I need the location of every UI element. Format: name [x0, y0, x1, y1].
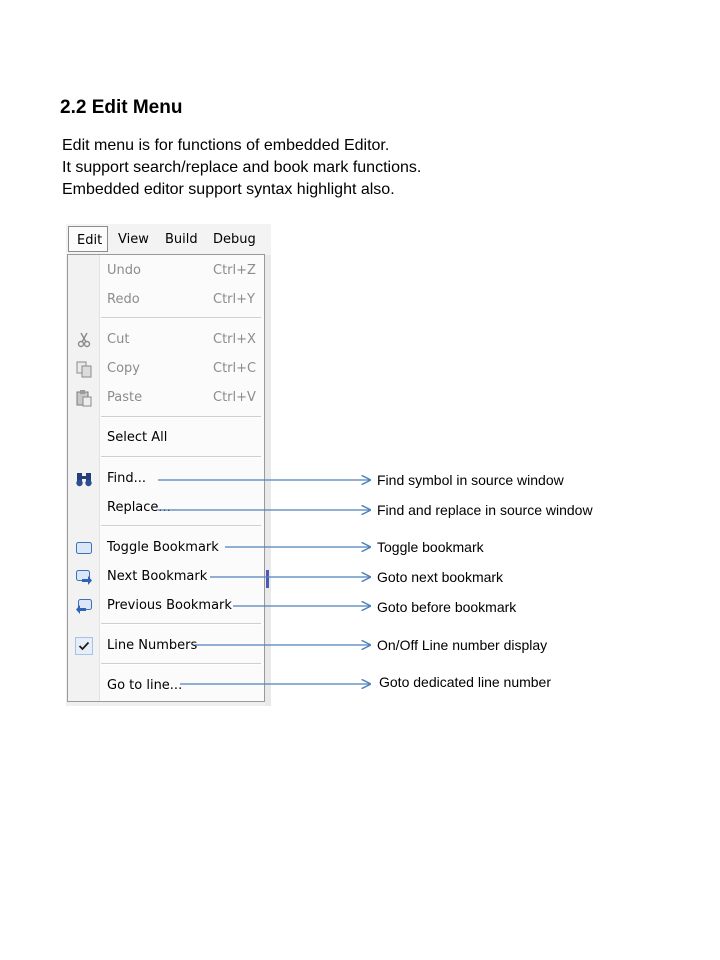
menu-debug[interactable]: Debug — [213, 232, 256, 247]
menu-item-shortcut: Ctrl+Y — [213, 292, 255, 307]
menu-item-label: Redo — [107, 292, 140, 307]
menu-item-shortcut: Ctrl+V — [213, 390, 256, 405]
callout-previous-bookmark: Goto before bookmark — [377, 599, 517, 615]
menu-item-label: Toggle Bookmark — [107, 540, 219, 555]
menu-item-label: Replace... — [107, 500, 171, 515]
menu-item-shortcut: Ctrl+X — [213, 332, 256, 347]
menu-item-label: Paste — [107, 390, 143, 405]
menu-item-shortcut: Ctrl+C — [213, 361, 257, 376]
menu-view[interactable]: View — [118, 232, 149, 247]
callout-go-to-line: Goto dedicated line number — [379, 674, 551, 690]
menu-build[interactable]: Build — [165, 232, 198, 247]
callout-next-bookmark: Goto next bookmark — [377, 569, 504, 585]
menu-item-label: Find... — [107, 471, 147, 486]
menu-item-shortcut: Ctrl+Z — [213, 263, 256, 278]
menu-item-label: Copy — [107, 361, 140, 376]
menu-edit[interactable]: Edit — [68, 226, 108, 252]
callout-find: Find symbol in source window — [377, 472, 564, 488]
callout-replace: Find and replace in source window — [377, 502, 593, 518]
menu-item-label: Select All — [107, 430, 168, 445]
intro-line: Edit menu is for functions of embedded Editor. — [62, 137, 390, 154]
menu-item-label: Next Bookmark — [107, 569, 208, 584]
intro-line: It support search/replace and book mark functions. — [62, 159, 422, 176]
callout-line-numbers: On/Off Line number display — [377, 637, 548, 653]
callout-toggle-bookmark: Toggle bookmark — [377, 539, 484, 555]
menu-item-label: Go to line... — [107, 678, 183, 693]
menu-item-label: Previous Bookmark — [107, 598, 232, 613]
page-title: 2.2 Edit Menu — [60, 97, 183, 118]
menu-item-label: Cut — [107, 332, 130, 347]
menu-item-label: Undo — [107, 263, 141, 278]
intro-line: Embedded editor support syntax highlight also. — [62, 181, 395, 198]
menu-item-label: Line Numbers — [107, 638, 198, 653]
